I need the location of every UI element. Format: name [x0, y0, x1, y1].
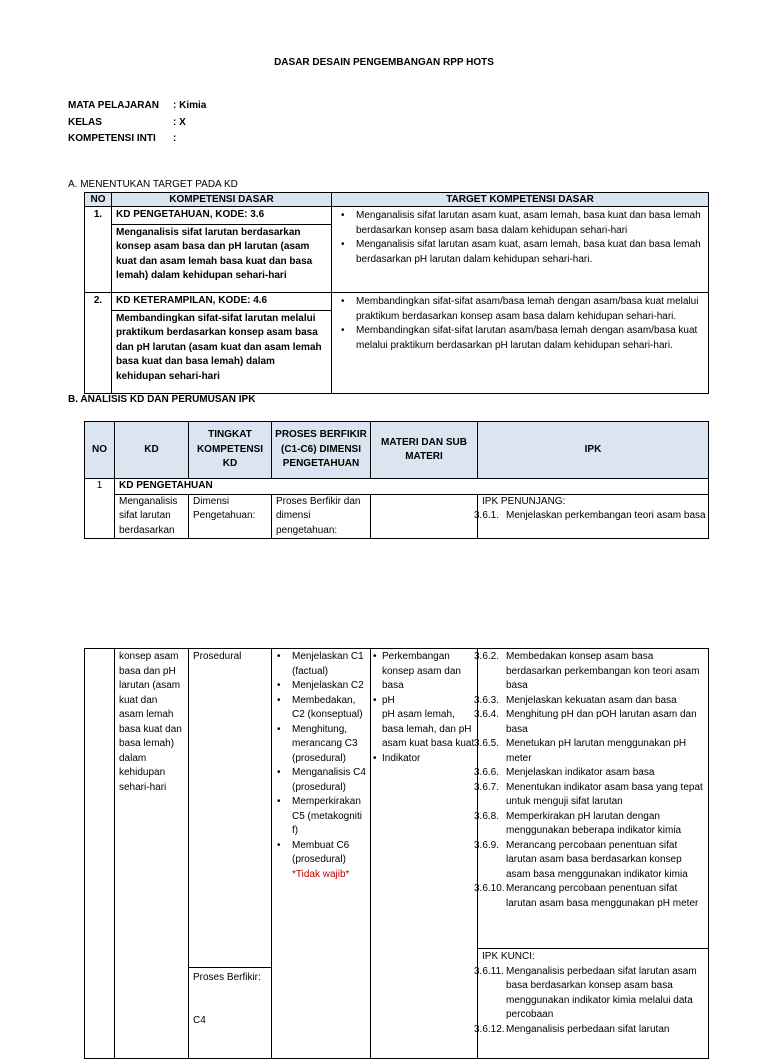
continuation-row: [85, 649, 709, 949]
target-item: • Menganalisis sifat larutan asam kuat, asam lemah, basa kuat dan basa lemah berdasarkan konsep asam basa dalam kehidupan sehari-hari: [338, 209, 702, 238]
target-list: [338, 209, 702, 267]
proses-item: • Memperkirakan C5 (metakognitif): [274, 795, 368, 839]
ipk-item: 3.6.11. Menganalisis perbedaan sifat larutan asam basa berdasarkan konsep asam basa menggunakan indikator kimia melalui data percobaan: [474, 965, 697, 1020]
materi-item: • Perkembangan konsep asam dan basa: [373, 650, 475, 694]
ipk-item: 3.6.1. Menjelaskan perkembangan teori asam basa: [474, 510, 706, 521]
kd-continued-text: konsep asam basa dan pH larutan (asam kuat dan asam lemah basa kuat dan basa lemah) dalam kehidupan sehari-hari: [115, 649, 189, 1059]
target-item: • Membandingkan sifat-sifat larutan asam/basa lemah dengan asam/basa kuat melalui praktikum berdasarkan pH larutan dalam kehidupan sehari-hari.: [338, 324, 702, 353]
ipk-item: 3.6.9. Merancang percobaan penentuan sifat larutan asam basa berdasarkan konsep asam basa menggunakan indikator kimia: [474, 839, 688, 880]
section-b-heading: B. ANALISIS KD DAN PERUMUSAN IPK: [68, 394, 256, 405]
info-block: [68, 99, 206, 147]
kd-detail-row: Menganalisis sifat larutan berdasarkan Dimensi Pengetahuan: Proses Berfikir dan dimensi pengetahuan: IPK PENUNJANG: 3.6.1. Menjelaskan perkembangan teori asam basa: [85, 494, 709, 539]
page-title: DASAR DESAIN PENGEMBANGAN RPP HOTS: [274, 57, 494, 68]
ipk-item: 3.6.7. Menentukan indikator asam basa yang tepat untuk menguji sifat larutan: [474, 781, 703, 807]
materi-list: [373, 650, 475, 766]
proses-item: • Menjelaskan C2: [274, 679, 368, 694]
tingkat-label: Prosedural: [193, 651, 242, 662]
ipk-item: 3.6.2. Membedakan konsep asam basa berdasarkan perkembangan kon teori asam basa: [474, 651, 700, 691]
proses-item: • Menghitung, merancang C3 (prosedural): [274, 723, 368, 767]
ipk-table-header: NO KD TINGKAT KOMPETENSI KD PROSES BERFIKIR (C1-C6) DIMENSI PENGETAHUAN MATERI DAN SUB MATERI IPK: [85, 422, 709, 479]
ipk-kunci-title: IPK KUNCI:: [482, 951, 535, 962]
ipk-continuation-table: [84, 648, 709, 1059]
proses-item: • Membedakan, C2 (konseptual): [274, 694, 368, 723]
info-row-class: KELAS : X: [68, 116, 186, 128]
target-item: • Membandingkan sifat-sifat asam/basa lemah dengan asam/basa kuat melalui praktikum berdasarkan konsep asam basa dalam kehidupan sehari-hari.: [338, 295, 702, 324]
kd-text: Menganalisis sifat larutan berdasarkan konsep asam basa dan pH larutan (asam kuat dan asam lemah basa kuat dan basa lemah) dalam kehidupan sehari-hari: [116, 226, 313, 281]
proses-berfikir-label: Proses Berfikir:: [193, 972, 261, 983]
ipk-item: 3.6.12. Menganalisis perbedaan sifat larutan: [474, 1023, 670, 1035]
materi-item: • pH pH asam lemah, basa lemah, dan pH asam kuat basa kuat: [373, 694, 475, 752]
kd-text: Membandingkan sifat-sifat larutan melalui praktikum berdasarkan konsep asam basa dan pH larutan (asam kuat dan asam lemah basa kuat dan basa lemah) dalam kehidupan sehari-hari: [116, 312, 322, 382]
kd-code: KD KETERAMPILAN, KODE: 4.6: [112, 293, 331, 311]
proses-item: • Menganalisis C4 (prosedural): [274, 766, 368, 795]
materi-item: • Indikator: [373, 752, 475, 767]
info-row-subject: MATA PELAJARAN : Kimia: [68, 100, 207, 111]
target-kd-row: 2. KD KETERAMPILAN, KODE: 4.6 Membandingkan sifat-sifat larutan melalui praktikum berdasarkan konsep asam basa dan pH larutan (asam kuat dan asam lemah basa kuat dan basa lemah) dalam kehidupan sehari-hari • Membandingkan sifat-sifat asam/basa lemah dengan asam/basa kuat melalui praktikum berdasarkan konsep asam basa dalam kehidupan sehari-hari. • Membandingkan sifat-sifat larutan asam/basa lemah dengan asam/basa kuat melalui praktikum berdasarkan pH larutan dalam kehidupan sehari-hari.: [85, 293, 709, 394]
tidak-wajib-note: *Tidak wajib*: [292, 868, 350, 880]
info-row-core-competence: KOMPETENSI INTI :: [68, 133, 177, 144]
ipk-item: 3.6.8. Memperkirakan pH larutan dengan menggunakan beberapa indikator kimia: [474, 810, 682, 836]
target-kd-header: NO KOMPETENSI DASAR TARGET KOMPETENSI DASAR: [85, 193, 709, 207]
kd-code: KD PENGETAHUAN, KODE: 3.6: [112, 207, 331, 225]
cell-divider: [189, 967, 271, 968]
ipk-item: 3.6.5. Menetukan pH larutan menggunakan pH meter: [474, 738, 687, 764]
ipk-item: 3.6.6. Menjelaskan indikator asam basa: [474, 767, 655, 778]
ipk-penunjang-list: [474, 650, 706, 911]
ipk-item: 3.6.10. Merancang percobaan penentuan sifat larutan asam basa menggunakan pH meter: [474, 883, 699, 909]
target-kd-table: [84, 192, 709, 394]
target-list: [338, 295, 702, 353]
proses-list: [274, 650, 368, 868]
target-item: • Menganalisis sifat larutan asam kuat, asam lemah, basa kuat dan basa lemah berdasarkan pH larutan dalam kehidupan sehari-hari.: [338, 238, 702, 267]
target-kd-row: 1. KD PENGETAHUAN, KODE: 3.6 Menganalisis sifat larutan berdasarkan konsep asam basa dan pH larutan (asam kuat dan asam lemah basa kuat dan basa lemah) dalam kehidupan sehari-hari • Menganalisis sifat larutan asam kuat, asam lemah, basa kuat dan basa lemah berdasarkan konsep asam basa dalam kehidupan sehari-hari • Menganalisis sifat larutan asam kuat, asam lemah, basa kuat dan basa lemah berdasarkan pH larutan dalam kehidupan sehari-hari.: [85, 207, 709, 293]
ipk-item: 3.6.4. Menghitung pH dan pOH larutan asam dan basa: [474, 709, 697, 735]
ipk-analysis-table: [84, 421, 709, 539]
proses-item: • Menjelaskan C1 (factual): [274, 650, 368, 679]
kd-group-row: 1 KD PENGETAHUAN: [85, 479, 709, 495]
level-label: C4: [193, 1015, 206, 1026]
proses-item: • Membuat C6 (prosedural): [274, 839, 368, 868]
section-a-heading: A. MENENTUKAN TARGET PADA KD: [68, 179, 238, 190]
ipk-item: 3.6.3. Menjelaskan kekuatan asam dan basa: [474, 694, 677, 706]
